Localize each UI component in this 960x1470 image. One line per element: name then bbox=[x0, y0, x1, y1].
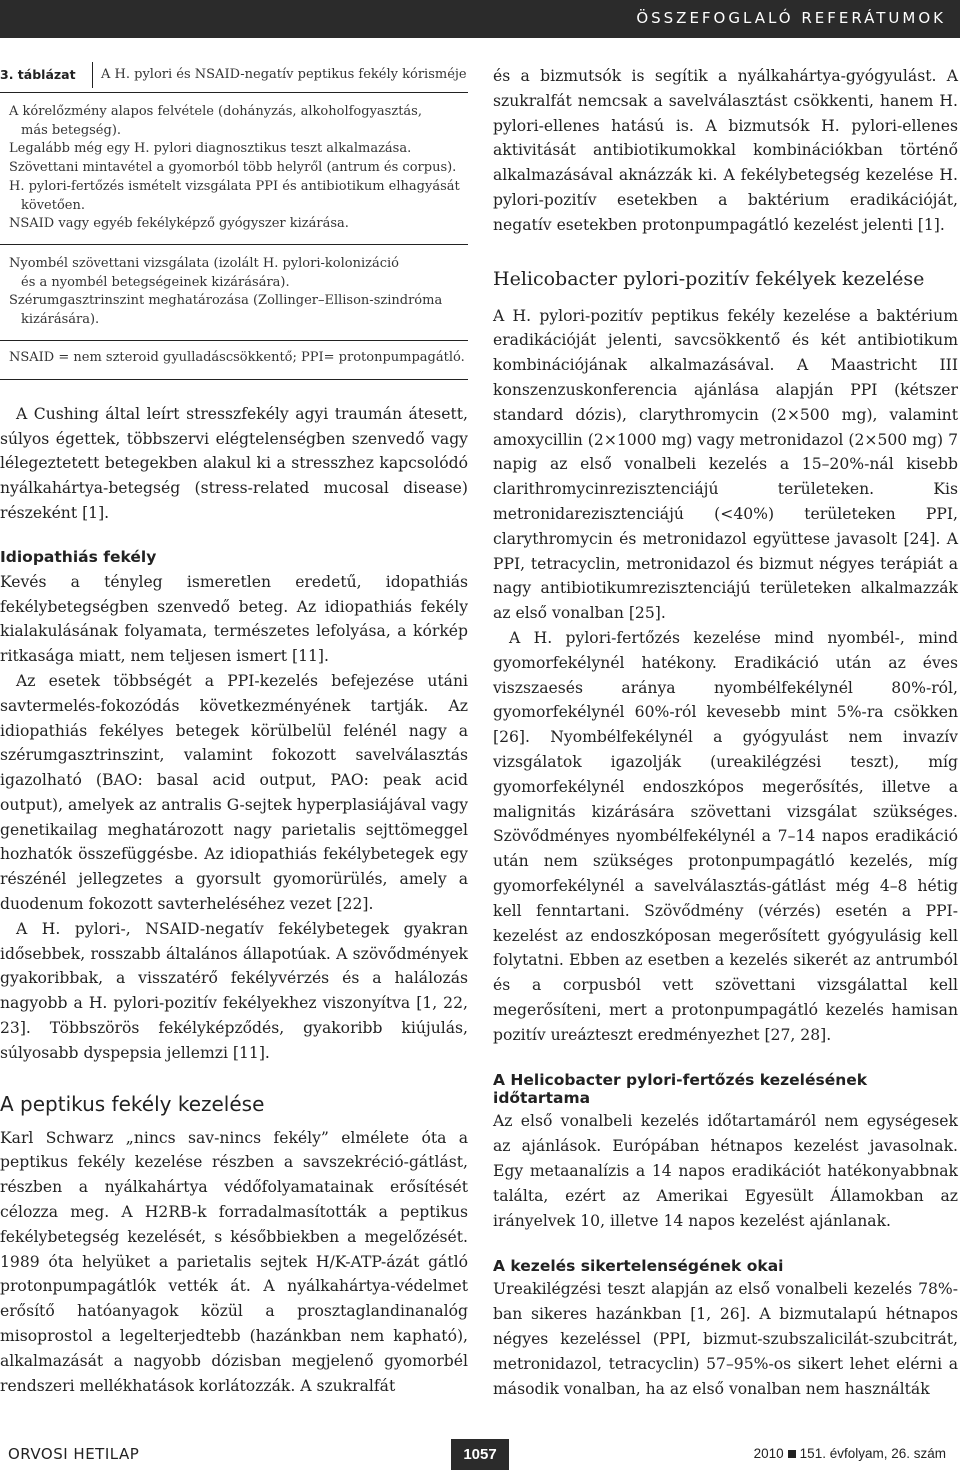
issue-info bbox=[754, 1446, 946, 1461]
table-section-a bbox=[0, 93, 468, 234]
intro-paragraph: A Cushing által leírt stresszfekély agyi traumán átesett, súlyos égettek, többszervi elégtelenségben szenvedő vagy lélegeztetett betegekben alakul ki a stresszhez kapcsolódó nyálkahártya-betegség (stress-related mucosal disease) részeként [1]. bbox=[0, 404, 468, 522]
table-line: H. pylori-fertőzés ismételt vizsgálata PPI és antibiotikum elhagyását bbox=[9, 178, 460, 194]
paragraph: Az esetek többségét a PPI-kezelés befejezése utáni savtermelés-fokozódás következményének tartják. Az idiopathiás fekélyes betegek körülbelül felénél nagy a szérumgasztrinszint, valamint fokozott savelválasztás igazolható (BAO: basal acid output, PAO: peak acid output), amelyek az antralis G-sejtek hyperplasiájával vagy genetikailag meghatározott nagy parietalis sejttömeggel hozhatók összefüggésbe. Az idiopathiás fekélybetegek egy részénél jellegzetes a gyorsult gyomorürülés, amely a duodenum fokozott savterheléséhez vezet [22]. bbox=[0, 671, 468, 914]
journal-name: ORVOSI HETILAP bbox=[8, 1445, 140, 1463]
square-bullet-icon bbox=[788, 1450, 796, 1458]
right-column bbox=[493, 64, 958, 1401]
section-label: ÖSSZEFOGLALÓ REFERÁTUMOK bbox=[636, 9, 946, 27]
paragraph: Ureakilégzési teszt alapján az első vonalbeli kezelés 78%-ban sikeres hazánkban [1, 26]. A bizmutalapú hétnapos négyes kezeléssel (PPI, bizmut-szubszalicilát-szubcitrát, metronidazol, tetracyclin) 57–95%-os sikert lehet elérni a második vonalban, ha az első vonalban nem használták bbox=[493, 1280, 958, 1398]
table-number: 3. táblázat bbox=[0, 67, 76, 82]
table-footnote-text: NSAID = nem szteroid gyulladáscsökkentő; PPI= protonpumpagátló. bbox=[9, 349, 465, 365]
left-column bbox=[0, 60, 468, 1398]
paragraph: Kevés a tényleg ismeretlen eredetű, idopathiás fekélybetegségben szenvedő beteg. Az idiopathiás fekély kialakulásának folyamata, természetes lefolyása, a kórkép ritkasága miatt, nem teljesen ismert [11]. bbox=[0, 572, 468, 666]
paragraph: Karl Schwarz „nincs sav-nincs fekély” elmélete óta a peptikus fekély kezelése részben a savszekréció-gátlást, részben a nyálkahártya védőfolyamatainak erősítését célozza meg. A H2RB-k forradalmasították a peptikus fekélybetegség kezelését, s későbbiekben a megelőzését. 1989 óta helyüket a parietalis sejtek H/K-ATP-ázát gátló protonpumpagátlók vették át. A nyálkahártya-védelmet erősítő hatóanyagok közül a prosztaglandinanalóg misoprostol a legelterjedtebb (hazánkban nem kapható), alkalmazását a nagyobb dózisban megjelenő gyomorbél rendszeri mellékhatások korlátozzák. A szukralfát bbox=[0, 1128, 468, 1395]
table-section-b bbox=[0, 245, 468, 330]
table-footnote bbox=[0, 341, 468, 380]
table-line: Szérumgasztrinszint meghatározása (Zollinger–Ellison-szindróma bbox=[9, 293, 443, 309]
heading-treatment: A peptikus fekély kezelése bbox=[0, 1091, 265, 1116]
table-title-divider bbox=[92, 62, 93, 88]
table-line: Nyombél szövettani vizsgálata (izolált H. pylori-kolonizáció bbox=[9, 255, 399, 271]
paragraph: Az első vonalbeli kezelés időtartamáról nem egységesek az ajánlások. Európában hétnapos kezelést javasolnak. Egy metaanalízis a 14 napos eradikációt hatékonyabbnak találta, ezért az Amerikai Egyesült Államokban az irányelvek 10, illetve 14 napos kezelést ajánlanak. bbox=[493, 1112, 958, 1230]
table-line: Legalább még egy H. pylori diagnosztikus teszt alkalmazása. bbox=[9, 141, 412, 157]
heading-failure: A kezelés sikertelenségének okai bbox=[493, 1257, 784, 1276]
table-line: A kórelőzmény alapos felvétele (dohányzás, alkoholfogyasztás, bbox=[9, 104, 422, 119]
year: 2010 bbox=[753, 1446, 784, 1461]
table-line: NSAID vagy egyéb fekélyképző gyógyszer kizárása. bbox=[9, 216, 349, 232]
paragraph: és a bizmutsók is segítik a nyálkahártya-gyógyulást. A szukralfát nemcsak a savelválasztást csökkenti, hanem H. pylori-ellenes hatású is. A bizmutsók H. pylori-ellenes aktivitását antibiotikumokkal kombinációkban történő alkalmazásával aknázzák ki. A fekélybetegség kezelése H. pylori-pozitív esetekben a baktérium eradikációját, negatív esetekben protonpumpagátló kezelést jelenti [1]. bbox=[493, 67, 958, 234]
table-box bbox=[0, 60, 468, 380]
paragraph: A H. pylori-, NSAID-negatív fekélybetegek gyakran idősebbek, rosszabb általános állapotúak. A szövődmények gyakoribbak, a visszatérő fekélyvérzés és a halálozás nagyobb a H. pylori-pozitív fekélyekhez viszonyítva [1, 22, 23]. Többszörös fekélyképződés, gyakoribb kiújulás, súlyosabb dyspepsia jellemzi [11]. bbox=[0, 919, 468, 1062]
paragraph: A H. pylori-fertőzés kezelése mind nyombél-, mind gyomorfekélynél hatékony. Eradikáció után az éves viszszaesés aránya nyombélfekélynél 80%-ról, gyomorfekélynél 60%-ról kevesebb mint 5%-ra csökken [26]. Nyombélfekélynél a gyógyulást nem invazív vizsgálatok igazolják (ureakilégzési teszt), míg gyomorfekélynél endoszkópos megerősítés, illetve a malignitás kizárására szövettani vizsgálat szükséges. Szövődményes nyombélfekélynél a 7–14 napos eradikáció után nem szükséges protonpumpagátló kezelés, míg gyomorfekélynél a savelválasztás-gátlást még 4–8 hétig kell fenntartani. Szövődmény (vérzés) esetén a PPI-kezelést az endoszkóposan megerősített gyógyulásig kell folytatni. Ebben az esetben a kezelés sikerét az antrumból és a corpusból vett szövettani vizsgálattal kell megerősíteni, mert a protonpumpagátló kezelés hamisan pozitív ureázteszt eredményezhet [27, 28]. bbox=[493, 628, 958, 1044]
page-footer bbox=[0, 1436, 960, 1470]
page-number: 1057 bbox=[451, 1439, 509, 1470]
table-line: más betegség). bbox=[21, 122, 122, 138]
heading-duration: A Helicobacter pylori-fertőzés kezelésének időtartama bbox=[493, 1071, 868, 1108]
section-header-bar bbox=[0, 0, 960, 38]
table-caption: A H. pylori és NSAID-negatív peptikus fekély kórisméje bbox=[101, 67, 467, 82]
paragraph: A H. pylori-pozitív peptikus fekély kezelése a baktérium eradikációját jelenti, savcsökkentő és két antibiotikum kombinációjának alkalmazásával. A Maastricht III konszenzuskonferencia ajánlása alapján PPI (kétszer standard dózis), clarythromycin (2×500 mg), valamint amoxycillin (2×1000 mg) vagy metronidazol (2×500 mg) 7 napig az első vonalbeli kezelés a 15–20%-nál kisebb clarithromycinrezisztenciájú területeken. Kis metronidarezisztenciájú (<40%) területeken PPI, clarythromycin és metronidazol együttese javasolt [24]. A PPI, tetracyclin, metronidazol és bizmut négyes terápiát a nagy antibiotikumrezisztenciájú területeken alkalmazzák az első vonalban [25]. bbox=[493, 306, 958, 623]
table-title-row bbox=[0, 60, 468, 93]
table-line: kizárására). bbox=[21, 312, 100, 328]
heading-positive-ulcer: Helicobacter pylori-pozitív fekélyek kezelése bbox=[493, 267, 925, 290]
volume: 151. évfolyam, 26. szám bbox=[799, 1446, 946, 1461]
table-line: és a nyombél betegségeinek kizárására). bbox=[21, 274, 290, 290]
table-line: Szövettani mintavétel a gyomorból több helyről (antrum és corpus). bbox=[9, 160, 457, 176]
table-line: követően. bbox=[21, 197, 85, 213]
heading-idiopathic: Idiopathiás fekély bbox=[0, 547, 157, 566]
